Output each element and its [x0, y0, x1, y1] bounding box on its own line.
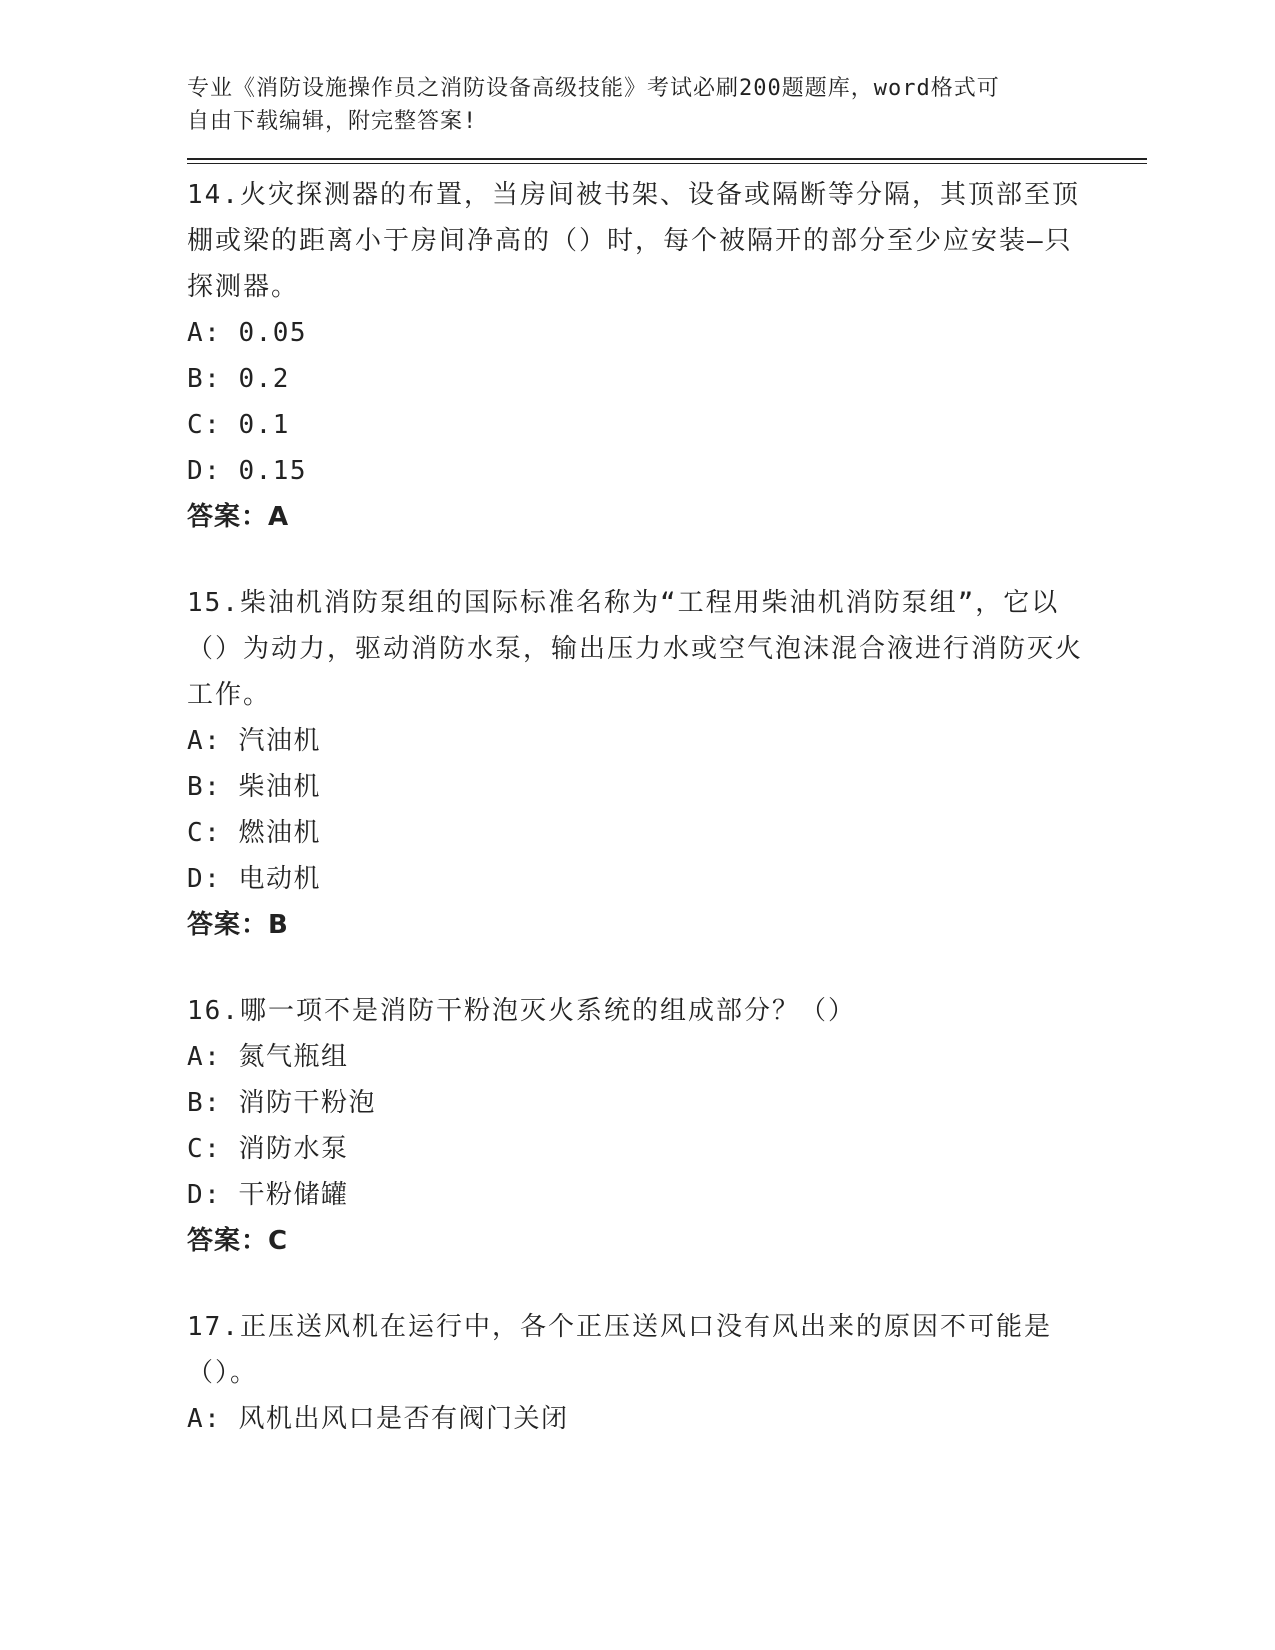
question-16: [187, 988, 1147, 1264]
option-c: C: 0.1: [187, 410, 290, 440]
question-15: [187, 580, 1147, 948]
header-line-1: 专业《消防设施操作员之消防设备高级技能》考试必刷200题题库，word格式可: [187, 76, 1000, 101]
question-text: 14.火灾探测器的布置，当房间被书架、设备或隔断等分隔，其顶部至顶棚或梁的距离小于房间净高的（）时，每个被隔开的部分至少应安装—只探测器。: [187, 180, 1080, 302]
question-17: [187, 1304, 1147, 1442]
option-a: A: 氮气瓶组: [187, 1042, 349, 1072]
header-line-2: 自由下载编辑，附完整答案!: [187, 109, 478, 134]
answer: 答案：B: [187, 910, 289, 940]
option-a: A: 汽油机: [187, 726, 321, 756]
document-page: [187, 72, 1147, 1442]
header-divider: [187, 158, 1147, 164]
option-b: B: 消防干粉泡: [187, 1088, 376, 1118]
question-text: 15.柴油机消防泵组的国际标准名称为“工程用柴油机消防泵组”，它以（）为动力，驱动消防水泵，输出压力水或空气泡沫混合液进行消防灭火工作。: [187, 588, 1084, 710]
option-a: A: 风机出风口是否有阀门关闭: [187, 1404, 569, 1434]
question-text: 17.正压送风机在运行中，各个正压送风口没有风出来的原因不可能是（）。: [187, 1312, 1052, 1388]
option-a: A: 0.05: [187, 318, 308, 348]
answer: 答案：A: [187, 502, 290, 532]
option-c: C: 燃油机: [187, 818, 321, 848]
question-14: [187, 172, 1147, 540]
option-b: B: 柴油机: [187, 772, 321, 802]
document-header: [187, 72, 1067, 138]
answer: 答案：C: [187, 1226, 289, 1256]
option-d: D: 干粉储罐: [187, 1180, 349, 1210]
question-text: 16.哪一项不是消防干粉泡灭火系统的组成部分？（）: [187, 996, 856, 1026]
option-d: D: 电动机: [187, 864, 321, 894]
option-c: C: 消防水泵: [187, 1134, 349, 1164]
option-b: B: 0.2: [187, 364, 290, 394]
option-d: D: 0.15: [187, 456, 308, 486]
